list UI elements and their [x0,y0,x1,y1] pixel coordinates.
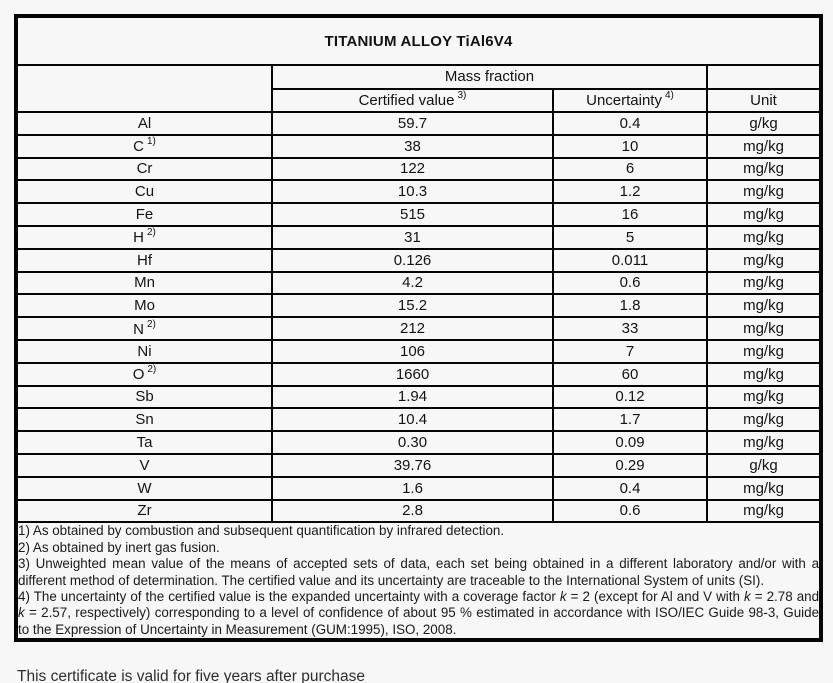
certified-value-cell: 122 [272,158,553,181]
element-cell: Mo [16,294,272,317]
element-cell: Cr [16,158,272,181]
certified-value-cell: 31 [272,226,553,249]
certified-value-cell: 0.126 [272,249,553,272]
element-rows [16,112,821,522]
certificate-table [14,14,823,642]
certified-value-cell: 59.7 [272,112,553,135]
title-row [16,16,821,65]
footnote-ref-4: 4) [664,90,674,102]
footnote: 1) As obtained by combustion and subsequent quantification by infrared detection. [18,523,505,539]
unit-cell: mg/kg [707,500,821,523]
uncertainty-cell: 0.011 [553,249,707,272]
uncertainty-cell: 60 [553,363,707,386]
unit-header: Unit [707,89,821,113]
certified-value-cell: 515 [272,203,553,226]
certified-value-header [272,89,553,113]
element-cell: Al [16,112,272,135]
header-row-group [16,65,821,89]
certificate-title: TITANIUM ALLOY TiAl6V4 [16,16,821,65]
footnote-ref-3: 3) [457,90,467,102]
uncertainty-cell: 6 [553,158,707,181]
element-cell: Fe [16,203,272,226]
element-cell: V [16,454,272,477]
certified-value-cell: 10.4 [272,408,553,431]
table-row [16,454,821,477]
footnote-ref: 2) [146,318,156,330]
uncertainty-cell: 5 [553,226,707,249]
uncertainty-cell: 0.29 [553,454,707,477]
table-row [16,477,821,500]
table-row [16,249,821,272]
uncertainty-cell: 1.8 [553,294,707,317]
footnotes-block [16,522,821,640]
certified-value-cell: 106 [272,340,553,363]
footnote: 4) The uncertainty of the certified value is the expanded uncertainty with a coverage factor k = 2 (except for Al and V with k = 2.78 and k = 2.57, respectively) corresponding to a level of confidence of about 95 % estimated in accordance with ISO/IEC Guide 98-3, Guide to the Expression of Uncertainty in Measurement (GUM:1995), ISO, 2008. [18,588,820,637]
uncertainty-cell: 1.2 [553,180,707,203]
uncertainty-cell: 7 [553,340,707,363]
element-cell: Mn [16,272,272,295]
certified-value-cell: 2.8 [272,500,553,523]
table-row [16,363,821,386]
uncertainty-cell: 0.6 [553,272,707,295]
unit-cell: mg/kg [707,249,821,272]
certified-value-label: Certified value [358,92,455,110]
unit-cell: mg/kg [707,226,821,249]
certified-value-cell: 10.3 [272,180,553,203]
table-row [16,340,821,363]
table-row [16,317,821,340]
table-row [16,408,821,431]
element-cell: Sb [16,386,272,409]
footnote-ref: 2) [146,227,156,239]
footnotes-row [16,522,821,640]
element-cell: N $^{2)}$ [16,317,272,340]
table-row [16,203,821,226]
table-row [16,294,821,317]
certified-value-cell: 0.30 [272,431,553,454]
unit-cell: mg/kg [707,180,821,203]
element-cell: Zr [16,500,272,523]
unit-cell: g/kg [707,112,821,135]
uncertainty-cell: 1.7 [553,408,707,431]
element-cell: C $^{1)}$ [16,135,272,158]
unit-cell: mg/kg [707,363,821,386]
footnote: 2) As obtained by inert gas fusion. [18,539,220,555]
table-row [16,500,821,523]
element-cell: W [16,477,272,500]
table-row [16,112,821,135]
footnote-ref: 2) [147,364,157,376]
unit-cell: g/kg [707,454,821,477]
certified-value-cell: 4.2 [272,272,553,295]
unit-cell: mg/kg [707,408,821,431]
certified-value-cell: 38 [272,135,553,158]
certified-value-cell: 1.94 [272,386,553,409]
unit-cell: mg/kg [707,431,821,454]
table-row [16,180,821,203]
unit-cell: mg/kg [707,272,821,295]
element-cell: Cu [16,180,272,203]
uncertainty-cell: 0.09 [553,431,707,454]
table-row [16,386,821,409]
unit-cell: mg/kg [707,158,821,181]
unit-cell: mg/kg [707,477,821,500]
element-cell: Sn [16,408,272,431]
table-row [16,431,821,454]
validity-note: This certificate is valid for five years after purchase [17,668,366,683]
uncertainty-cell: 0.4 [553,112,707,135]
uncertainty-cell: 0.6 [553,500,707,523]
unit-cell: mg/kg [707,317,821,340]
certified-value-cell: 15.2 [272,294,553,317]
element-cell: Hf [16,249,272,272]
certified-value-cell: 1660 [272,363,553,386]
footnote: 3) Unweighted mean value of the means of accepted sets of data, each set being obtained in a different laboratory and/or with a different method of determination. The certified value and its uncertainty are traceable to the International System of units (SI). [18,556,820,588]
table-row [16,272,821,295]
mass-fraction-header: Mass fraction [272,65,707,89]
table-row [16,135,821,158]
uncertainty-cell: 0.12 [553,386,707,409]
unit-cell: mg/kg [707,386,821,409]
uncertainty-header [553,89,707,113]
unit-cell: mg/kg [707,340,821,363]
uncertainty-cell: 0.4 [553,477,707,500]
unit-cell: mg/kg [707,135,821,158]
element-cell: O $^{2)}$ [16,363,272,386]
table-row [16,226,821,249]
certified-value-cell: 1.6 [272,477,553,500]
element-cell: H $^{2)}$ [16,226,272,249]
unit-cell: mg/kg [707,203,821,226]
certified-value-cell: 212 [272,317,553,340]
uncertainty-cell: 33 [553,317,707,340]
footnote-ref: 1) [146,136,156,148]
uncertainty-label: Uncertainty [586,92,662,110]
uncertainty-cell: 10 [553,135,707,158]
unit-column-header-empty [707,65,821,89]
uncertainty-cell: 16 [553,203,707,226]
certified-value-cell: 39.76 [272,454,553,477]
table-row [16,158,821,181]
unit-cell: mg/kg [707,294,821,317]
element-column-header-empty [16,65,272,112]
element-cell: Ni [16,340,272,363]
element-cell: Ta [16,431,272,454]
